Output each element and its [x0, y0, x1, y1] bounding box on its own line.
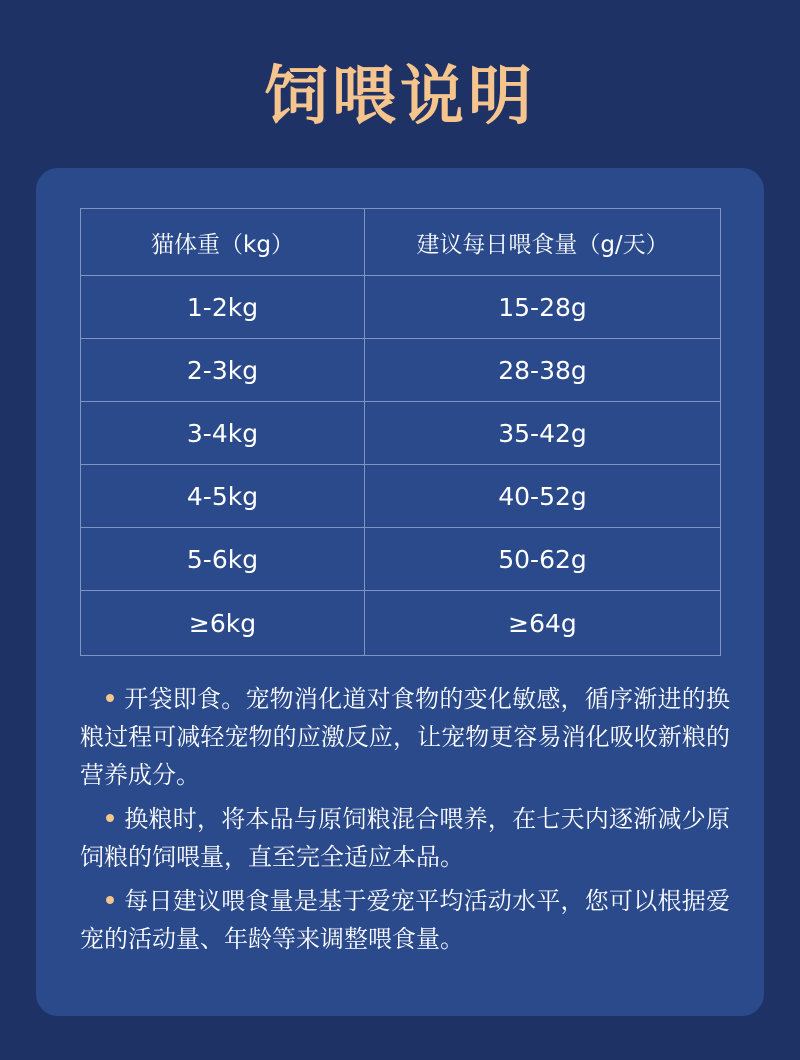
feeding-notes: [80, 680, 730, 964]
feeding-card: [36, 168, 764, 1016]
weight-cell: 3-4kg: [81, 402, 365, 465]
table-row: [81, 339, 721, 402]
amount-cell: ≥64g: [365, 591, 721, 656]
table-row: [81, 528, 721, 591]
table-row: [81, 402, 721, 465]
note-item: [80, 882, 730, 958]
weight-cell: 5-6kg: [81, 528, 365, 591]
header-daily-amount: 建议每日喂食量（g/天）: [365, 209, 721, 276]
note-text: 开袋即食。宠物消化道对食物的变化敏感，循序渐进的换粮过程可减轻宠物的应激反应，让宠物更容易消化吸收新粮的营养成分。: [80, 685, 730, 789]
note-item: [80, 680, 730, 794]
amount-cell: 28-38g: [365, 339, 721, 402]
page-title: 饲喂说明: [264, 60, 536, 134]
amount-cell: 35-42g: [365, 402, 721, 465]
weight-cell: 1-2kg: [81, 276, 365, 339]
note-text: 换粮时，将本品与原饲粮混合喂养，在七天内逐渐减少原饲粮的饲喂量，直至完全适应本品。: [80, 805, 730, 871]
weight-cell: 4-5kg: [81, 465, 365, 528]
note-item: [80, 800, 730, 876]
header-weight: 猫体重（kg）: [81, 209, 365, 276]
bullet-dot-icon: [106, 896, 114, 904]
note-text: 每日建议喂食量是基于爱宠平均活动水平，您可以根据爱宠的活动量、年龄等来调整喂食量。: [80, 887, 730, 953]
bullet-dot-icon: [106, 814, 114, 822]
weight-cell: ≥6kg: [81, 591, 365, 656]
table-row: [81, 465, 721, 528]
feeding-table: [80, 208, 721, 656]
table-header-row: [81, 209, 721, 276]
amount-cell: 15-28g: [365, 276, 721, 339]
bullet-dot-icon: [106, 694, 114, 702]
amount-cell: 50-62g: [365, 528, 721, 591]
amount-cell: 40-52g: [365, 465, 721, 528]
table-row: [81, 591, 721, 656]
table-row: [81, 276, 721, 339]
weight-cell: 2-3kg: [81, 339, 365, 402]
